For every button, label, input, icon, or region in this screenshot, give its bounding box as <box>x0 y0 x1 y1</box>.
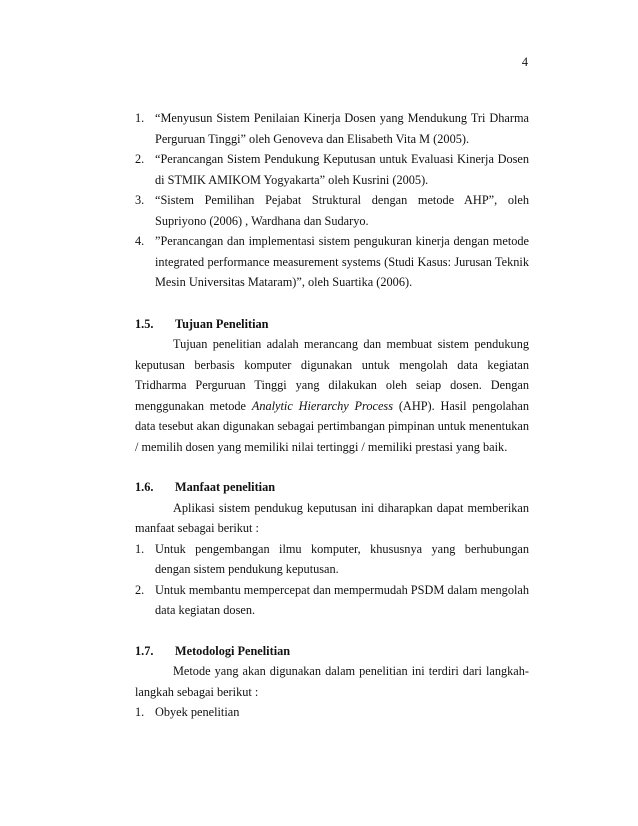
section-number: 1.6. <box>135 480 154 494</box>
list-item-number: 2. <box>135 152 145 166</box>
list-item-text: Untuk membantu mempercepat dan mempermudah PSDM dalam mengolah data kegiatan dosen. <box>155 582 529 617</box>
section-heading-1-5 <box>135 314 529 335</box>
paragraph-text: Tujuan penelitian adalah merancang dan membuat sistem pendukung keputusan berbasis komputer digunakan untuk mengolah data kegiatan Tridharma Perguruan Tinggi yang dilakukan oleh seiap dosen. Dengan menggunakan metode <box>135 337 529 413</box>
section-title: Manfaat penelitian <box>175 480 276 494</box>
section-title: Metodologi Penelitian <box>175 643 291 658</box>
manfaat-list <box>135 539 529 621</box>
list-item <box>135 108 529 149</box>
list-item-text: Untuk pengembangan ilmu komputer, khususnya yang berhubungan dengan sistem pendukung keputusan. <box>155 541 529 576</box>
list-item <box>135 580 529 621</box>
list-item-number: 4. <box>135 234 145 248</box>
paragraph-metodologi: Metode yang akan digunakan dalam penelitian ini terdiri dari langkah-langkah sebagai berikut : <box>135 664 529 699</box>
section-number: 1.7. <box>135 643 154 658</box>
list-item-text: “Menyusun Sistem Penilaian Kinerja Dosen yang Mendukung Tri Dharma Perguruan Tinggi” oleh Genoveva dan Elisabeth Vita M (2005). <box>155 111 529 146</box>
list-item <box>135 539 529 580</box>
page-content <box>135 108 529 723</box>
paragraph-manfaat: Aplikasi sistem pendukug keputusan ini diharapkan dapat memberikan manfaat sebagai berikut : <box>135 500 529 535</box>
method-name: Analytic Hierarchy Process <box>251 398 394 413</box>
list-item-number: 2. <box>135 582 145 597</box>
list-item-text: “Sistem Pemilihan Pejabat Struktural dengan metode AHP”, oleh Supriyono (2006) , Wardhana dan Sudaryo. <box>155 193 529 228</box>
list-item-number: 1. <box>135 705 145 719</box>
page-number: 4 <box>521 55 528 69</box>
section-number: 1.5. <box>135 316 154 331</box>
list-item-number: 1. <box>135 541 145 556</box>
list-item <box>135 190 529 231</box>
section-heading-1-6 <box>135 477 529 498</box>
paragraph-tujuan <box>135 334 529 457</box>
section-heading-1-7 <box>135 641 529 662</box>
list-item-text: ”Perancangan dan implementasi sistem pengukuran kinerja dengan metode integrated performance measurement systems (Studi Kasus: Jurusan Teknik Mesin Universitas Mataram)”, oleh Suartika (2006). <box>155 234 529 289</box>
list-item <box>135 149 529 190</box>
section-title: Tujuan Penelitian <box>175 316 269 331</box>
metodologi-list <box>135 702 529 723</box>
list-item-number: 3. <box>135 193 145 207</box>
list-item <box>135 231 529 293</box>
reference-list <box>135 108 529 293</box>
list-item <box>135 702 529 723</box>
list-item-number: 1. <box>135 111 145 125</box>
paragraph-text: (AHP). Hasil pengolahan data tesebut akan digunakan sebagai pertimbangan pimpinan untuk menentukan / memilih dosen yang memiliki nilai tertinggi / memiliki prestasi yang baik. <box>135 398 529 454</box>
list-item-text: Obyek penelitian <box>155 705 240 719</box>
list-item-text: “Perancangan Sistem Pendukung Keputusan untuk Evaluasi Kinerja Dosen di STMIK AMIKOM Yogyakarta” oleh Kusrini (2005). <box>155 152 529 187</box>
